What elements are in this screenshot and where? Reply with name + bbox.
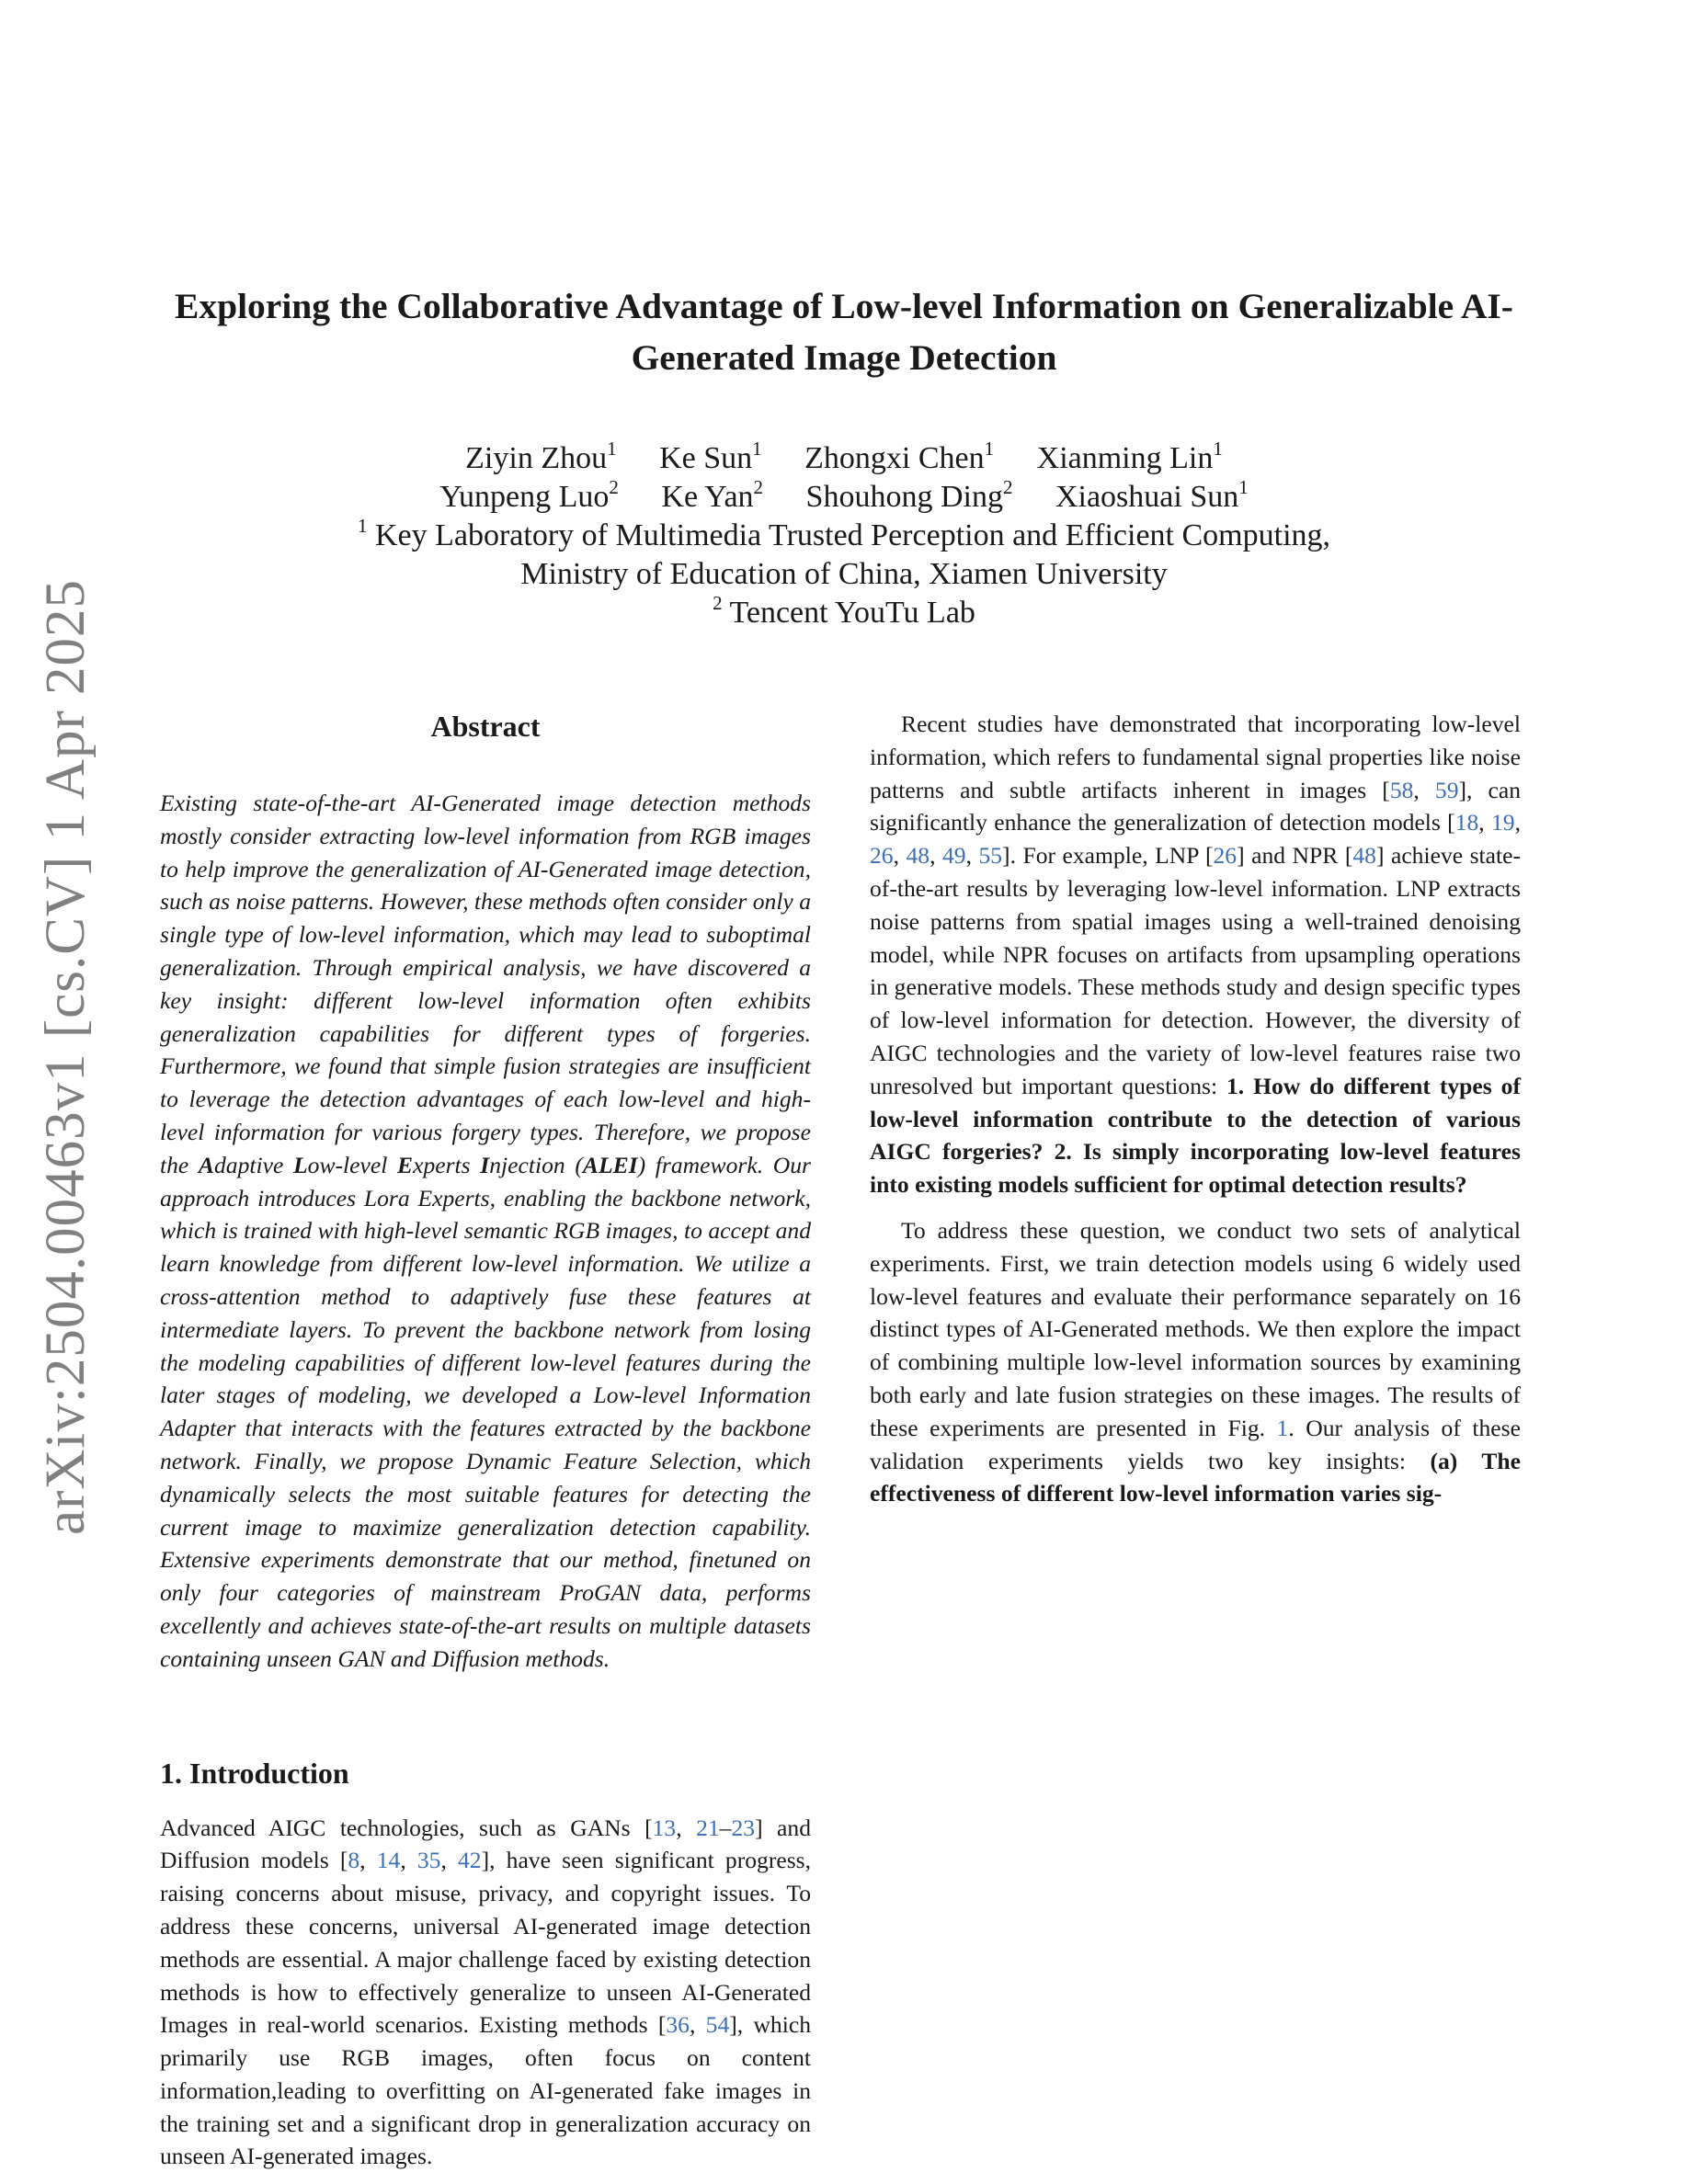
- author-block: [230, 439, 1458, 632]
- paper-title: Exploring the Collaborative Advantage of Low-level Information on Generalizable AI-Generated Image Detection: [175, 286, 1513, 378]
- citation-link[interactable]: 19: [1491, 809, 1515, 836]
- author: Ziyin Zhou$^1$: [465, 438, 617, 475]
- author: Yunpeng Luo$^2$: [439, 476, 619, 514]
- section-heading-introduction: 1. Introduction: [160, 1756, 349, 1790]
- citation-link[interactable]: 35: [416, 1847, 441, 1874]
- research-questions: 1. How do different types of low-level information contribute to the detection of various AIGC forgeries? 2. Is simply incorporating low-level features into existing models sufficient for optimal detection results?: [870, 1072, 1521, 1199]
- figure-link[interactable]: 1: [1276, 1414, 1289, 1441]
- author: Xiaoshuai Sun$^1$: [1055, 476, 1249, 514]
- author: Xianming Lin$^1$: [1036, 438, 1223, 475]
- citation-link[interactable]: 59: [1434, 776, 1459, 803]
- author: Ke Sun$^1$: [659, 438, 762, 475]
- citation-link[interactable]: 58: [1389, 776, 1414, 803]
- arxiv-identifier: arXiv:2504.00463v1 [cs.CV] 1 Apr 2025: [35, 578, 97, 1536]
- affiliation-2: $^2$ Tencent YouTu Lab: [713, 592, 975, 630]
- affiliation-1: $^1$ Key Laboratory of Multimedia Trusted Perception and Efficient Computing,: [357, 515, 1331, 552]
- citation-link[interactable]: 13: [652, 1814, 677, 1841]
- citation-link[interactable]: 55: [978, 842, 1003, 870]
- author-row-1: [230, 439, 1458, 478]
- intro-paragraph-1: Advanced AIGC technologies, such as GANs [13, 21–23] and Diffusion models [8, 14, 35, 42], have seen significant progress, raising concerns about misuse, privacy, and copyright issues. To address these concerns, universal AI-generated image detection methods are essential. A major challenge faced by existing detection methods is how to effectively generalize to unseen AI-Generated Images in real-world scenarios. Existing methods [36, 54], which primarily use RGB images, often focus on content information,leading to overfitting on AI-generated fake images in the training set and a significant drop in generalization accuracy on unseen AI-generated images.: [160, 1814, 812, 2170]
- abstract-heading: Abstract: [430, 710, 541, 743]
- left-column: [160, 708, 811, 2173]
- author: Ke Yan$^2$: [661, 476, 764, 514]
- citation-link[interactable]: 26: [1213, 842, 1237, 870]
- citation-link[interactable]: 54: [705, 2011, 730, 2039]
- abstract-text: Existing state-of-the-art AI-Generated image detection methods mostly consider extracting low-level information from RGB images to help improve the generalization of AI-Generated image detection, such as noise patterns. However, these methods often consider only a single type of low-level information, which may lead to suboptimal generalization. Through empirical analysis, we have discovered a key insight: different low-level information often exhibits generalization capabilities for different types of forgeries. Furthermore, we found that simple fusion strategies are insufficient to leverage the detection advantages of each low-level and high-level information for various forgery types. Therefore, we propose the Adaptive Low-level Experts Injection (ALEI) framework. Our approach introduces Lora Experts, enabling the backbone network, which is trained with high-level semantic RGB images, to accept and learn knowledge from different low-level information. We utilize a cross-attention method to adaptively fuse these features at intermediate layers. To prevent the backbone network from losing the modeling capabilities of different low-level features during the later stages of modeling, we developed a Low-level Information Adapter that interacts with the features extracted by the backbone network. Finally, we propose Dynamic Feature Selection, which dynamically selects the most suitable features for detecting the current image to maximize generalization detection capability. Extensive experiments demonstrate that our method, finetuned on only four categories of mainstream ProGAN data, performs excellently and achieves state-of-the-art results on multiple datasets containing unseen GAN and Diffusion methods.: [160, 790, 811, 1672]
- key-insight: (a) The effectiveness of different low-level information varies sig-: [870, 1447, 1521, 1507]
- affiliation-1-cont: Ministry of Education of China, Xiamen University: [520, 557, 1168, 591]
- citation-link[interactable]: 14: [376, 1847, 401, 1874]
- citation-link[interactable]: 48: [906, 842, 930, 870]
- citation-link[interactable]: 23: [731, 1814, 756, 1841]
- arxiv-sidebar: [33, 578, 99, 1536]
- citation-link[interactable]: 48: [1352, 842, 1376, 870]
- citation-link[interactable]: 49: [941, 842, 966, 870]
- author: Zhongxi Chen$^1$: [804, 438, 995, 475]
- intro-paragraph-2: Recent studies have demonstrated that incorporating low-level information, which refers to fundamental signal properties like noise patterns and subtle artifacts inherent in images [58, 59], can significantly enhance the generalization of detection models [18, 19, 26, 48, 49, 55]. For example, LNP [26] and NPR [48] achieve state-of-the-art results by leveraging low-level information. LNP extracts noise patterns from spatial images using a well-trained denoising model, while NPR focuses on artifacts from upsampling operations in generative models. These methods study and design specific types of low-level information for detection. However, the diversity of AIGC technologies and the variety of low-level features raise two unresolved but important questions: 1. How do different types of low-level information contribute to the detection of various AIGC forgeries? 2. Is simply incorporating low-level features into existing models sufficient for optimal detection results?: [870, 711, 1522, 1199]
- right-column: [870, 708, 1521, 1510]
- citation-link[interactable]: 36: [666, 2011, 690, 2039]
- author-row-2: [230, 478, 1458, 517]
- citation-link[interactable]: 8: [348, 1847, 360, 1874]
- author: Shouhong Ding$^2$: [805, 476, 1013, 514]
- citation-link[interactable]: 18: [1454, 809, 1479, 836]
- citation-link[interactable]: 26: [870, 842, 894, 870]
- citation-link[interactable]: 21: [696, 1814, 720, 1841]
- citation-link[interactable]: 42: [458, 1847, 482, 1874]
- intro-paragraph-3: To address these question, we conduct two sets of analytical experiments. First, we train detection models using 6 widely used low-level features and evaluate their performance separately on 16 distinct types of AI-Generated methods. We then explore the impact of combining multiple low-level information sources by examining both early and late fusion strategies on these images. The results of these experiments are presented in Fig. 1. Our analysis of these validation experiments yields two key insights: (a) The effectiveness of different low-level information varies sig-: [870, 1216, 1521, 1507]
